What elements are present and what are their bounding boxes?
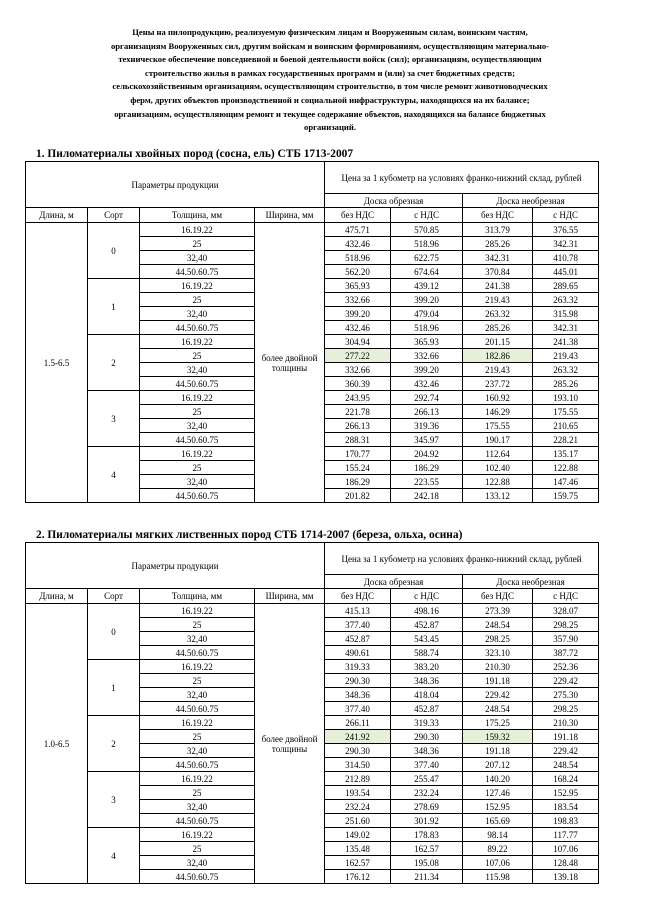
unedged-vat-cell: 315.98 [533,307,599,321]
unedged-no-vat-cell: 140.20 [463,772,533,786]
unedged-no-vat-cell: 152.95 [463,800,533,814]
unedged-vat-cell: 183.54 [533,800,599,814]
grade-cell: 1 [88,279,140,335]
edged-vat-cell: 186.29 [391,461,463,475]
header-line: Цены на пилопродукцию, реализуемую физическим лицам и Вооруженным силам, воинским частям, [132,27,528,37]
section-2-title: 2. Пиломатериалы мягких лиственных пород СТБ 1714-2007 (береза, ольха, осина) [36,529,463,541]
unedged-no-vat-cell: 248.54 [463,702,533,716]
grade-cell: 2 [88,716,140,772]
edged-vat-cell: 242.18 [391,489,463,503]
edged-no-vat-cell: 212.89 [325,772,391,786]
thickness-cell: 25 [140,618,255,632]
params-header: Параметры продукции [26,162,325,208]
unedged-vat-cell: 198.83 [533,814,599,828]
table-header-row [26,543,599,575]
thickness-cell: 16.19.22 [140,828,255,842]
unedged-no-vat-cell: 89.22 [463,842,533,856]
thickness-header: Толщина, мм [140,208,255,223]
edged-vat-cell: 432.46 [391,377,463,391]
unedged-no-vat-cell: 160.92 [463,391,533,405]
unedged-no-vat-cell: 237.72 [463,377,533,391]
edged-vat-cell: 377.40 [391,758,463,772]
unedged-vat-cell: 298.25 [533,702,599,716]
edged-no-vat-cell: 348.36 [325,688,391,702]
edged-vat-cell: 622.75 [391,251,463,265]
length-cell: 1.0-6.5 [26,604,88,884]
edged-no-vat-cell: 186.29 [325,475,391,489]
edged-no-vat-cell: 266.13 [325,419,391,433]
thickness-cell: 32,40 [140,744,255,758]
unedged-no-vat-cell: 190.17 [463,433,533,447]
thickness-cell: 16.19.22 [140,716,255,730]
edged-no-vat-cell: 377.40 [325,702,391,716]
unedged-vat-header: с НДС [533,589,599,604]
grade-cell: 4 [88,828,140,884]
unedged-vat-cell: 387.72 [533,646,599,660]
unedged-vat-cell: 128.48 [533,856,599,870]
unedged-vat-cell: 191.18 [533,730,599,744]
edged-vat-cell: 332.66 [391,349,463,363]
unedged-vat-cell: 342.31 [533,321,599,335]
unedged-vat-cell: 445.01 [533,265,599,279]
unedged-no-vat-cell: 323.10 [463,646,533,660]
unedged-vat-cell: 152.95 [533,786,599,800]
unedged-no-vat-cell: 133.12 [463,489,533,503]
edged-no-vat-cell: 277.22 [325,349,391,363]
edged-vat-cell: 162.57 [391,842,463,856]
unedged-vat-cell: 122.88 [533,461,599,475]
unedged-vat-cell: 175.55 [533,405,599,419]
unedged-vat-cell: 342.31 [533,237,599,251]
thickness-cell: 44.50.60.75 [140,377,255,391]
edged-vat-cell: 518.96 [391,237,463,251]
thickness-cell: 16.19.22 [140,447,255,461]
unedged-no-vat-cell: 191.18 [463,674,533,688]
edged-no-vat-cell: 377.40 [325,618,391,632]
section-2-table-wrap [25,542,598,884]
edged-no-vat-cell: 332.66 [325,363,391,377]
thickness-cell: 25 [140,786,255,800]
edged-vat-cell: 452.87 [391,702,463,716]
edged-no-vat-cell: 243.95 [325,391,391,405]
thickness-cell: 44.50.60.75 [140,702,255,716]
grade-cell: 4 [88,447,140,503]
thickness-cell: 25 [140,293,255,307]
unedged-no-vat-cell: 298.25 [463,632,533,646]
unedged-no-vat-cell: 175.55 [463,419,533,433]
unedged-no-vat-header: без НДС [463,208,533,223]
edged-no-vat-cell: 155.24 [325,461,391,475]
unedged-no-vat-cell: 102.40 [463,461,533,475]
unedged-no-vat-cell: 115.98 [463,870,533,884]
table-header-row [26,208,599,223]
section-2-price-table [25,542,599,884]
thickness-cell: 32,40 [140,475,255,489]
table-header-row [26,162,599,194]
section-1-title: 1. Пиломатериалы хвойных пород (сосна, ель) СТБ 1713-2007 [36,148,354,160]
header-line: техническое обеспечение повседневной и боевой деятельности войск (сил); организациям, осуществляющим [118,54,542,65]
thickness-cell: 25 [140,237,255,251]
unedged-no-vat-cell: 107.06 [463,856,533,870]
edged-no-vat-cell: 399.20 [325,307,391,321]
unedged-vat-cell: 228.21 [533,433,599,447]
edged-no-vat-header: без НДС [325,589,391,604]
table-row [26,223,599,237]
unedged-vat-cell: 410.78 [533,251,599,265]
edged-vat-cell: 211.34 [391,870,463,884]
header-line: организациям Вооруженных сил, другим войскам и воинским формированиям, осуществляющим материально- [110,40,550,51]
edged-no-vat-cell: 170.77 [325,447,391,461]
edged-vat-header: с НДС [391,208,463,223]
edged-vat-cell: 290.30 [391,730,463,744]
thickness-cell: 16.19.22 [140,772,255,786]
unedged-no-vat-cell: 370.84 [463,265,533,279]
thickness-cell: 32,40 [140,419,255,433]
thickness-cell: 16.19.22 [140,660,255,674]
edged-vat-cell: 518.96 [391,321,463,335]
thickness-cell: 25 [140,730,255,744]
unedged-board-header: Доска необрезная [463,194,599,208]
header-line: сельскохозяйственным организациям, осуществляющим строительство, в том числе ремонт животноводческих [112,81,548,92]
edged-board-header: Доска обрезная [325,575,463,589]
document-header [22,26,638,135]
edged-vat-cell: 266.13 [391,405,463,419]
thickness-cell: 44.50.60.75 [140,321,255,335]
grade-cell: 2 [88,335,140,391]
edged-no-vat-cell: 193.54 [325,786,391,800]
unedged-vat-cell: 248.54 [533,758,599,772]
header-line: ферм, других объектов производственной и социальной инфраструктуры, находящихся на их балансе; [130,94,530,105]
unedged-vat-cell: 139.18 [533,870,599,884]
edged-vat-cell: 674.64 [391,265,463,279]
thickness-cell: 32,40 [140,800,255,814]
thickness-cell: 16.19.22 [140,604,255,618]
edged-vat-cell: 345.97 [391,433,463,447]
unedged-no-vat-cell: 159.32 [463,730,533,744]
unedged-vat-cell: 117.77 [533,828,599,842]
unedged-no-vat-cell: 127.46 [463,786,533,800]
price-header: Цена за 1 кубометр на условиях франко-нижний склад, рублей [325,162,599,194]
thickness-cell: 25 [140,405,255,419]
unedged-no-vat-cell: 165.69 [463,814,533,828]
grade-cell: 0 [88,223,140,279]
thickness-cell: 32,40 [140,307,255,321]
unedged-vat-cell: 107.06 [533,842,599,856]
unedged-vat-cell: 193.10 [533,391,599,405]
edged-no-vat-cell: 162.57 [325,856,391,870]
grade-cell: 3 [88,391,140,447]
unedged-no-vat-cell: 191.18 [463,744,533,758]
unedged-vat-cell: 275.30 [533,688,599,702]
unedged-no-vat-cell: 112.64 [463,447,533,461]
header-line: организациям, осуществляющим ремонт и текущее содержание объектов, находящихся на балансе бюджетных [114,108,546,119]
unedged-vat-cell: 159.75 [533,489,599,503]
thickness-cell: 32,40 [140,363,255,377]
edged-vat-cell: 348.36 [391,674,463,688]
edged-vat-cell: 399.20 [391,363,463,377]
unedged-no-vat-cell: 219.43 [463,363,533,377]
edged-vat-cell: 452.87 [391,618,463,632]
edged-vat-cell: 204.92 [391,447,463,461]
grade-cell: 0 [88,604,140,660]
thickness-cell: 16.19.22 [140,391,255,405]
section-1-price-table [25,161,599,503]
edged-no-vat-cell: 319.33 [325,660,391,674]
unedged-vat-header: с НДС [533,208,599,223]
unedged-no-vat-cell: 313.79 [463,223,533,237]
thickness-cell: 44.50.60.75 [140,814,255,828]
unedged-vat-cell: 263.32 [533,363,599,377]
thickness-cell: 16.19.22 [140,223,255,237]
edged-vat-cell: 439.12 [391,279,463,293]
edged-vat-cell: 178.83 [391,828,463,842]
table-row [26,604,599,618]
unedged-no-vat-cell: 146.29 [463,405,533,419]
unedged-vat-cell: 298.25 [533,618,599,632]
thickness-cell: 44.50.60.75 [140,489,255,503]
edged-no-vat-cell: 290.30 [325,674,391,688]
unedged-no-vat-cell: 201.15 [463,335,533,349]
thickness-cell: 44.50.60.75 [140,870,255,884]
thickness-cell: 44.50.60.75 [140,433,255,447]
length-header: Длина, м [26,208,88,223]
table-header-row [26,589,599,604]
edged-no-vat-cell: 304.94 [325,335,391,349]
edged-vat-cell: 498.16 [391,604,463,618]
edged-no-vat-cell: 232.24 [325,800,391,814]
params-header: Параметры продукции [26,543,325,589]
unedged-board-header: Доска необрезная [463,575,599,589]
edged-vat-cell: 399.20 [391,293,463,307]
edged-board-header: Доска обрезная [325,194,463,208]
edged-no-vat-cell: 415.13 [325,604,391,618]
thickness-cell: 44.50.60.75 [140,265,255,279]
width-header: Ширина, мм [255,589,325,604]
thickness-cell: 32,40 [140,688,255,702]
edged-no-vat-cell: 288.31 [325,433,391,447]
edged-vat-cell: 365.93 [391,335,463,349]
edged-no-vat-cell: 360.39 [325,377,391,391]
edged-no-vat-cell: 251.60 [325,814,391,828]
unedged-vat-cell: 328.07 [533,604,599,618]
edged-no-vat-cell: 365.93 [325,279,391,293]
edged-vat-cell: 232.24 [391,786,463,800]
edged-vat-cell: 301.92 [391,814,463,828]
thickness-cell: 32,40 [140,251,255,265]
grade-cell: 3 [88,772,140,828]
unedged-no-vat-cell: 219.43 [463,293,533,307]
unedged-no-vat-cell: 285.26 [463,237,533,251]
unedged-vat-cell: 285.26 [533,377,599,391]
width-cell: более двойной толщины [255,223,325,503]
edged-no-vat-cell: 149.02 [325,828,391,842]
edged-vat-cell: 223.55 [391,475,463,489]
edged-no-vat-cell: 135.48 [325,842,391,856]
unedged-no-vat-cell: 210.30 [463,660,533,674]
edged-vat-cell: 570.85 [391,223,463,237]
edged-vat-cell: 319.36 [391,419,463,433]
edged-no-vat-cell: 432.46 [325,321,391,335]
unedged-vat-cell: 376.55 [533,223,599,237]
thickness-cell: 16.19.22 [140,335,255,349]
unedged-no-vat-cell: 273.39 [463,604,533,618]
unedged-no-vat-cell: 207.12 [463,758,533,772]
edged-no-vat-cell: 290.30 [325,744,391,758]
unedged-vat-cell: 229.42 [533,674,599,688]
thickness-cell: 25 [140,674,255,688]
edged-vat-cell: 479.04 [391,307,463,321]
edged-no-vat-cell: 562.20 [325,265,391,279]
unedged-no-vat-cell: 175.25 [463,716,533,730]
edged-no-vat-header: без НДС [325,208,391,223]
width-cell: более двойной толщины [255,604,325,884]
edged-no-vat-cell: 201.82 [325,489,391,503]
header-line: строительство жилья в рамках государственных программ и (или) за счет бюджетных средств; [145,67,515,78]
length-cell: 1.5-6.5 [26,223,88,503]
unedged-no-vat-cell: 122.88 [463,475,533,489]
width-header: Ширина, мм [255,208,325,223]
edged-vat-cell: 195.08 [391,856,463,870]
price-header: Цена за 1 кубометр на условиях франко-нижний склад, рублей [325,543,599,575]
edged-vat-cell: 319.33 [391,716,463,730]
thickness-cell: 25 [140,461,255,475]
edged-vat-cell: 348.36 [391,744,463,758]
grade-header: Сорт [88,589,140,604]
edged-no-vat-cell: 266.11 [325,716,391,730]
edged-no-vat-cell: 475.71 [325,223,391,237]
thickness-cell: 44.50.60.75 [140,758,255,772]
edged-vat-cell: 278.69 [391,800,463,814]
edged-no-vat-cell: 332.66 [325,293,391,307]
unedged-no-vat-cell: 263.32 [463,307,533,321]
thickness-header: Толщина, мм [140,589,255,604]
edged-vat-cell: 543.45 [391,632,463,646]
edged-vat-header: с НДС [391,589,463,604]
thickness-cell: 25 [140,842,255,856]
unedged-no-vat-cell: 342.31 [463,251,533,265]
unedged-vat-cell: 219.43 [533,349,599,363]
thickness-cell: 32,40 [140,856,255,870]
edged-vat-cell: 292.74 [391,391,463,405]
unedged-vat-cell: 263.32 [533,293,599,307]
thickness-cell: 25 [140,349,255,363]
edged-no-vat-cell: 452.87 [325,632,391,646]
unedged-vat-cell: 357.90 [533,632,599,646]
thickness-cell: 32,40 [140,632,255,646]
unedged-no-vat-cell: 229.42 [463,688,533,702]
thickness-cell: 16.19.22 [140,279,255,293]
edged-no-vat-cell: 432.46 [325,237,391,251]
unedged-vat-cell: 289.65 [533,279,599,293]
unedged-vat-cell: 168.24 [533,772,599,786]
edged-no-vat-cell: 490.61 [325,646,391,660]
unedged-vat-cell: 147.46 [533,475,599,489]
unedged-no-vat-cell: 98.14 [463,828,533,842]
unedged-no-vat-cell: 182.86 [463,349,533,363]
unedged-no-vat-cell: 285.26 [463,321,533,335]
edged-no-vat-cell: 518.96 [325,251,391,265]
unedged-vat-cell: 210.30 [533,716,599,730]
unedged-no-vat-header: без НДС [463,589,533,604]
unedged-vat-cell: 241.38 [533,335,599,349]
thickness-cell: 44.50.60.75 [140,646,255,660]
edged-no-vat-cell: 176.12 [325,870,391,884]
edged-no-vat-cell: 221.78 [325,405,391,419]
edged-no-vat-cell: 314.50 [325,758,391,772]
unedged-no-vat-cell: 241.38 [463,279,533,293]
unedged-vat-cell: 229.42 [533,744,599,758]
edged-vat-cell: 255.47 [391,772,463,786]
length-header: Длина, м [26,589,88,604]
unedged-vat-cell: 210.65 [533,419,599,433]
unedged-vat-cell: 135.17 [533,447,599,461]
grade-header: Сорт [88,208,140,223]
edged-vat-cell: 588.74 [391,646,463,660]
edged-no-vat-cell: 241.92 [325,730,391,744]
header-line: организаций. [304,122,356,133]
unedged-no-vat-cell: 248.54 [463,618,533,632]
section-1-table-wrap [25,161,598,503]
edged-vat-cell: 418.04 [391,688,463,702]
grade-cell: 1 [88,660,140,716]
edged-vat-cell: 383.20 [391,660,463,674]
unedged-vat-cell: 252.36 [533,660,599,674]
